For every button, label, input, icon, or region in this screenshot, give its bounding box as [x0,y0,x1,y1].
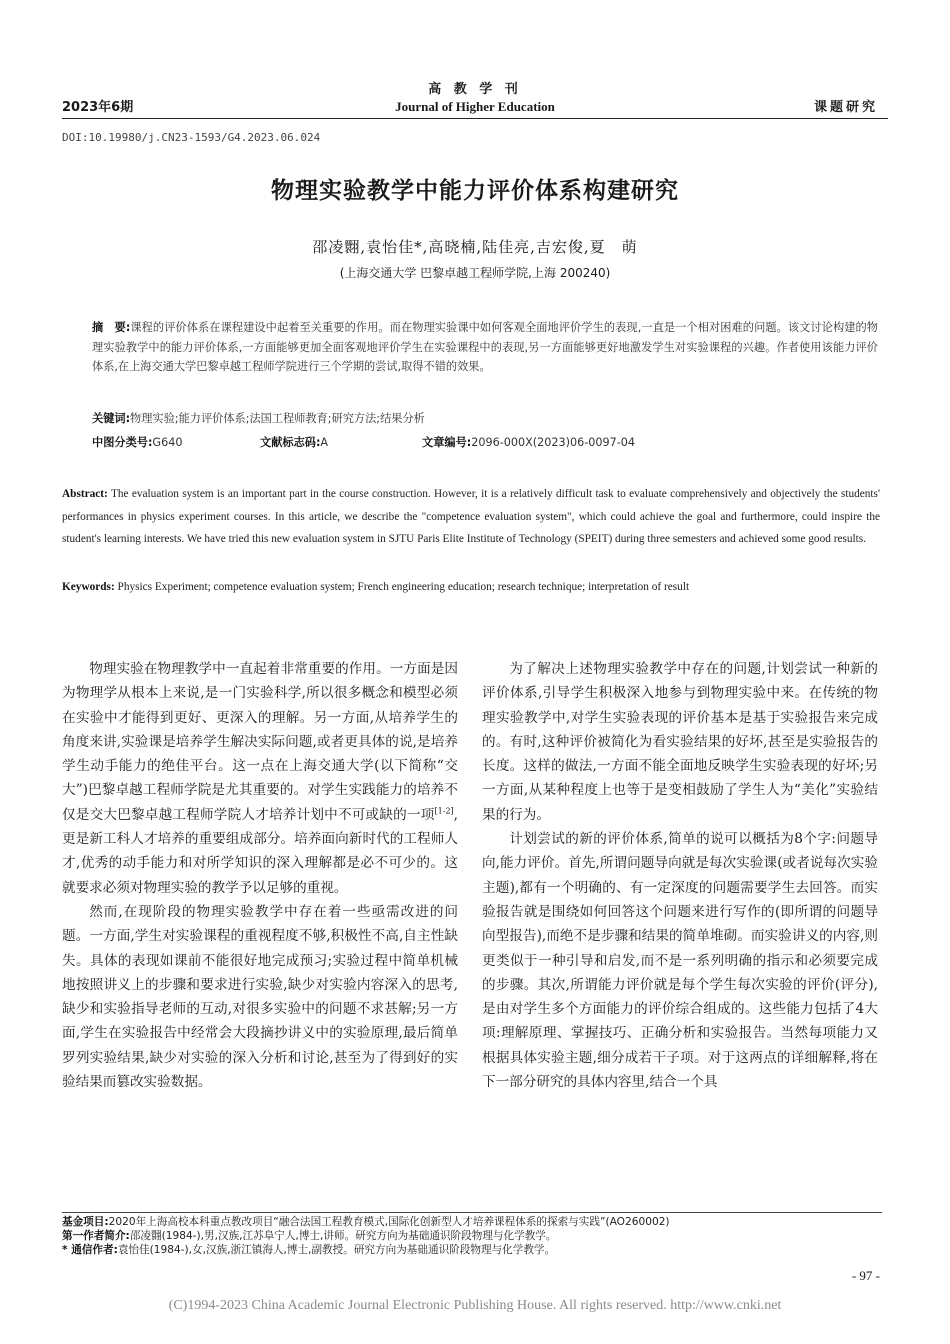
body-paragraph [62,657,458,900]
section-label: 课题研究 [813,100,878,115]
abstract-cn [92,318,878,377]
corresponding-author-note [62,1243,882,1257]
first-author-text: 邵凌翾(1984-),男,汉族,江苏阜宁人,博士,讲师。研究方向为基础通识阶段物理与化学教学。 [129,1230,557,1242]
fund-note [62,1215,882,1229]
doi: DOI:10.19980/j.CN23-1593/G4.2023.06.024 [62,131,321,144]
article-no-label: 文章编号: [422,436,472,449]
header-divider [62,118,888,119]
doc-code-label: 文献标志码: [260,436,321,449]
abstract-en-label: Abstract: [62,488,108,500]
page-number: - 97 - [851,1268,880,1283]
keywords-en [62,576,880,599]
body-column-right [482,657,878,1094]
first-author-label: 第一作者简介: [62,1230,130,1242]
article-no-value: 2096-000X(2023)06-0097-04 [471,436,635,449]
fund-text: 2020年上海高校本科重点教改项目“融合法国工程教育模式,国际化创新型人才培养课程体系的探索与实践”(AO260002) [108,1216,670,1228]
footnote-divider [62,1212,882,1213]
abstract-cn-label: 摘 要: [92,321,131,334]
citation-ref: [1-2] [434,806,454,816]
clc-label: 中图分类号: [92,436,153,449]
keywords-cn-text: 物理实验;能力评价体系;法国工程师教育;研究方法;结果分析 [130,412,425,425]
footnotes [62,1215,882,1257]
copyright-line: (C)1994-2023 China Academic Journal Electronic Publishing House. All rights reserved. http://www.cnki.net [168,1298,782,1313]
author-list: 邵凌翾,袁怡佳*,高晓楠,陆佳亮,吉宏俊,夏 萌 [312,238,638,256]
body-paragraph: 计划尝试的新的评价体系,简单的说可以概括为8个字:问题导向,能力评价。首先,所谓问题导向就是每次实验课(或者说每次实验主题),都有一个明确的、有一定深度的问题需要学生去回答。而实验报告就是围绕如何回答这个问题来进行写作的(即所谓的问题导向型报告),而绝不是步骤和结果的简单堆砌。而实验讲义的内容,则更类似于一种引导和启发,而不是一系列明确的指示和必须要完成的步骤。其次,所谓能力评价就是每个学生每次实验的评价(评分),是由对学生多个方面能力的评价综合组成的。这些能力包括了4大项:理解原理、掌握技巧、正确分析和实验报告。当然每项能力又根据具体实验主题,细分成若干子项。对于这两点的详细解释,将在下一部分研究的具体内容里,结合一个具 [482,831,878,1091]
first-author-note [62,1229,882,1243]
body-paragraph: 然而,在现阶段的物理实验教学中存在着一些亟需改进的问题。一方面,学生对实验课程的重视程度不够,积极性不高,自主性缺失。具体的表现如课前不能很好地完成预习;实验过程中简单机械地按照讲义上的步骤和要求进行实验,缺少对实验内容深入的思考,缺少和实验指导老师的互动,对很多实验中的问题不求甚解;另一方面,学生在实验报告中经常会大段摘抄讲义中的实验原理,最后简单罗列实验结果,缺少对实验的深入分析和讨论,甚至为了得到好的实验结果而篡改实验数据。 [62,903,458,1091]
keywords-cn [92,410,878,426]
journal-name-cn: 高 教 学 刊 [428,82,522,97]
body-column-left [62,657,458,1094]
classification-row [92,434,878,450]
paper-title: 物理实验教学中能力评价体系构建研究 [271,178,679,204]
abstract-cn-text: 课程的评价体系在课程建设中起着至关重要的作用。而在物理实验课中如何客观全面地评价学生的表现,一直是一个相对困难的问题。该文讨论构建的物理实验教学中的能力评价体系,一方面能够更加全面客观地评价学生在实验课程中的表现,另一方面能够更好地激发学生对实验课程的兴趣。作者使用该能力评价体系,在上海交通大学巴黎卓越工程师学院进行三个学期的尝试,取得不错的效果。 [92,321,878,373]
keywords-en-label: Keywords: [62,581,115,593]
corresponding-author-text: 袁怡佳(1984-),女,汉族,浙江镇海人,博士,副教授。研究方向为基础通识阶段物理与化学教学。 [117,1244,556,1256]
clc-value: G640 [152,436,183,449]
body-text: 物理实验在物理教学中一直起着非常重要的作用。一方面是因为物理学从根本上来说,是一门实验科学,所以很多概念和模型必须在实验中才能得到更好、更深入的理解。另一方面,从培养学生的角度来讲,实验课是培养学生解决实际问题,或者更具体的说,是培养学生动手能力的绝佳平台。这一点在上海交通大学(以下简称“交大”)巴黎卓越工程师学院是尤其重要的。对学生实践能力的培养不仅是交大巴黎卓越工程师学院人才培养计划中不可或缺的一项 [62,661,458,823]
journal-name-en: Journal of Higher Education [395,99,555,114]
doc-code-value: A [320,436,329,449]
body-paragraph: 为了解决上述物理实验教学中存在的问题,计划尝试一种新的评价体系,引导学生积极深入地参与到物理实验中来。在传统的物理实验教学中,对学生实验表现的评价基本是基于实验报告来完成的。有时,这种评价被简化为看实验结果的好坏,甚至是实验报告的长度。这样的做法,一方面不能全面地反映学生实验表现的好坏;另一方面,从某种程度上也等于是变相鼓励了学生人为“美化”实验结果的行为。 [482,661,878,823]
body-text: ,更是新工科人才培养的重要组成部分。培养面向新时代的工程师人才,优秀的动手能力和对所学知识的深入理解都是必不可少的。这就要求必须对物理实验的教学予以足够的重视。 [62,806,458,896]
abstract-en [62,483,880,551]
fund-label: 基金项目: [62,1216,109,1228]
affiliation: (上海交通大学 巴黎卓越工程师学院,上海 200240) [339,266,611,280]
abstract-en-text: The evaluation system is an important part in the course construction. However, it is a relatively difficult task to evaluate comprehensively and objectively the students' performances in physics experiment courses. In this article, we describe the "competence evaluation system", which could achieve the goal and furthermore, could inspire the student's learning interests. We have tried this new evaluation system in SJTU Paris Elite Institute of Technology (SPEIT) during three semesters and achieved some good results. [62,488,880,545]
keywords-cn-label: 关键词: [92,412,131,425]
corresponding-author-label: * 通信作者: [62,1244,118,1256]
journal-header [0,78,950,115]
issue-date: 2023年6期 [62,100,134,115]
keywords-en-text: Physics Experiment; competence evaluation system; French engineering education; research technique; interpretation of result [117,581,690,593]
